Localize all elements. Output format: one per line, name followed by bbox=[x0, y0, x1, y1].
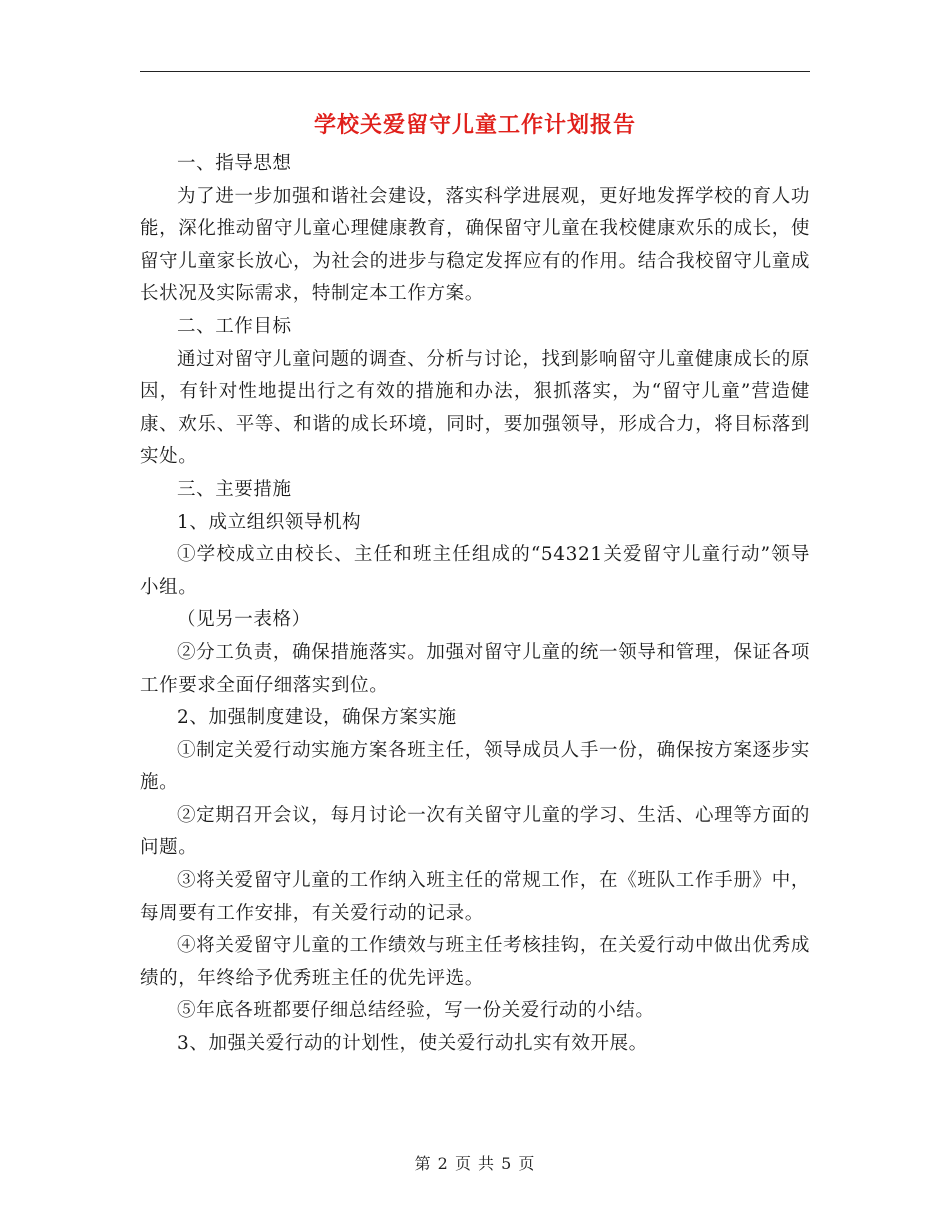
document-title: 学校关爱留守儿童工作计划报告 bbox=[313, 112, 636, 138]
subheading-system-building: 2、加强制度建设，确保方案实施 bbox=[177, 707, 457, 729]
page-number-label: 第 2 页 共 5 页 bbox=[414, 1154, 536, 1173]
list-item-system-3: ③将关爱留守儿童的工作纳入班主任的常规工作，在《班队工作手册》中，每周要有工作安排，有关爱行动的记录。 bbox=[140, 870, 810, 924]
list-item-organization-2: ②分工负责，确保措施落实。加强对留守儿童的统一领导和管理，保证各项工作要求全面仔细落实到位。 bbox=[140, 641, 810, 696]
page-footer bbox=[0, 1151, 950, 1174]
header-rule bbox=[140, 71, 810, 72]
subheading-planning: 3、加强关爱行动的计划性，使关爱行动扎实有效开展。 bbox=[177, 1033, 648, 1055]
list-item-system-5: ⑤年底各班都要仔细总结经验，写一份关爱行动的小结。 bbox=[177, 1000, 655, 1022]
subheading-organization: 1、成立组织领导机构 bbox=[177, 511, 362, 533]
list-item-system-1: ①制定关爱行动实施方案各班主任，领导成员人手一份，确保按方案逐步实施。 bbox=[140, 739, 810, 794]
note-see-table: （见另一表格） bbox=[177, 609, 311, 631]
paragraph-guiding-thought: 为了进一步加强和谐社会建设，落实科学进展观，更好地发挥学校的育人功能，深化推动留守儿童心理健康教育，确保留守儿童在我校健康欢乐的成长，使留守儿童家长放心，为社会的进步与稳定发挥应有的作用。结合我校留守儿童成长状况及实际需求，特制定本工作方案。 bbox=[140, 185, 810, 305]
section-heading-work-goals: 二、工作目标 bbox=[177, 315, 292, 337]
list-item-system-2: ②定期召开会议，每月讨论一次有关留守儿童的学习、生活、心理等方面的问题。 bbox=[140, 804, 810, 859]
list-item-organization-1: ①学校成立由校长、主任和班主任组成的“54321关爱留守儿童行动”领导小组。 bbox=[140, 544, 810, 598]
paragraph-work-goals: 通过对留守儿童问题的调查、分析与讨论，找到影响留守儿童健康成长的原因，有针对性地提出行之有效的措施和办法，狠抓落实，为“留守儿童”营造健康、欢乐、平等、和谐的成长环境，同时，要加强领导，形成合力，将目标落到实处。 bbox=[140, 348, 810, 468]
list-item-system-4: ④将关爱留守儿童的工作绩效与班主任考核挂钩，在关爱行动中做出优秀成绩的，年终给予优秀班主任的优先评选。 bbox=[140, 935, 810, 989]
document-body bbox=[140, 148, 810, 1061]
section-heading-main-measures: 三、主要措施 bbox=[177, 478, 292, 500]
section-heading-guiding-thought: 一、指导思想 bbox=[177, 153, 292, 174]
